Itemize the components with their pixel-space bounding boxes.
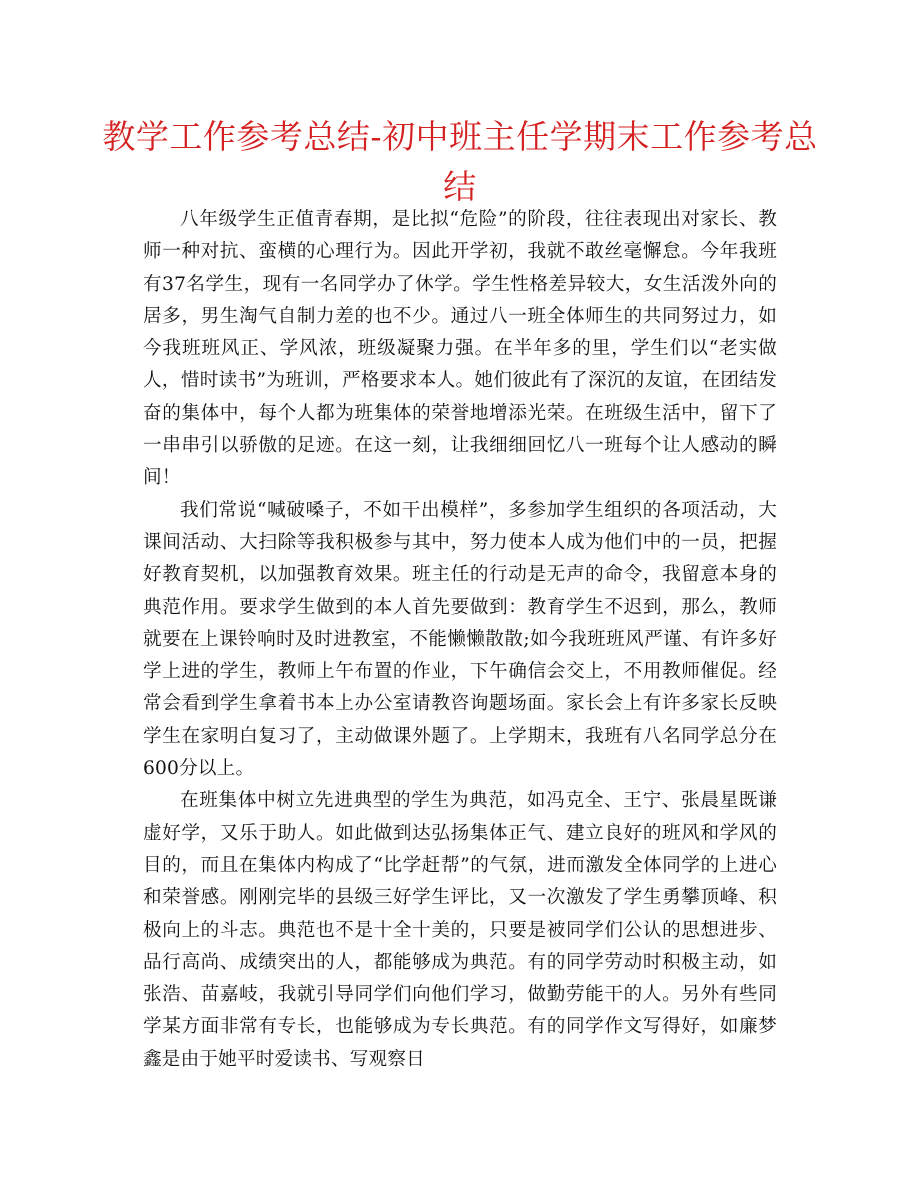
paragraph: 在班集体中树立先进典型的学生为典范，如冯克全、王宁、张晨星既谦虚好学，又乐于助人。如此做到达弘扬集体正气、建立良好的班风和学风的目的，而且在集体内构成了“比学赶帮”的气氛，进而激发全体同学的上进心和荣誉感。刚刚完毕的县级三好学生评比，又一次激发了学生勇攀顶峰、积极向上的斗志。典范也不是十全十美的，只要是被同学们公认的思想进步、品行高尚、成绩突出的人，都能够成为典范。有的同学劳动时积极主动，如张浩、苗嘉岐，我就引导同学们向他们学习，做勤劳能干的人。另外有些同学某方面非常有专长，也能够成为专长典范。有的同学作文写得好，如廉梦鑫是由于她平时爱读书、写观察日 bbox=[143, 790, 777, 1070]
document-body bbox=[143, 204, 777, 1076]
document-title: 教学工作参考总结-初中班主任学期末工作参考总结 bbox=[102, 117, 818, 206]
paragraph: 八年级学生正值青春期，是比拟“危险”的阶段，往往表现出对家长、教师一种对抗、蛮横的心理行为。因此开学初，我就不敢丝毫懈怠。今年我班有37名学生，现有一名同学办了休学。学生性格差异较大，女生活泼外向的居多，男生淘气自制力差的也不少。通过八一班全体师生的共同努过力，如今我班班风正、学风浓，班级凝聚力强。在半年多的里，学生们以“老实做人，惜时读书”为班训，严格要求本人。她们彼此有了深沉的友谊，在团结发奋的集体中，每个人都为班集体的荣誉地增添光荣。在班级生活中，留下了一串串引以骄傲的足迹。在这一刻，让我细细回忆八一班每个让人感动的瞬间！ bbox=[143, 209, 777, 489]
paragraph: 我们常说“喊破嗓子，不如干出模样”，多参加学生组织的各项活动，大课间活动、大扫除等我积极参与其中，努力使本人成为他们中的一员，把握好教育契机，以加强教育效果。班主任的行动是无声的命令，我留意本身的典范作用。要求学生做到的本人首先要做到：教育学生不迟到，那么，教师就要在上课铃响时及时进教室，不能懒懒散散;如今我班班风严谨、有许多好学上进的学生，教师上午布置的作业，下午确信会交上，不用教师催促。经常会看到学生拿着书本上办公室请教咨询题场面。家长会上有许多家长反映学生在家明白复习了，主动做课外题了。上学期末，我班有八名同学总分在600分以上。 bbox=[143, 499, 777, 780]
